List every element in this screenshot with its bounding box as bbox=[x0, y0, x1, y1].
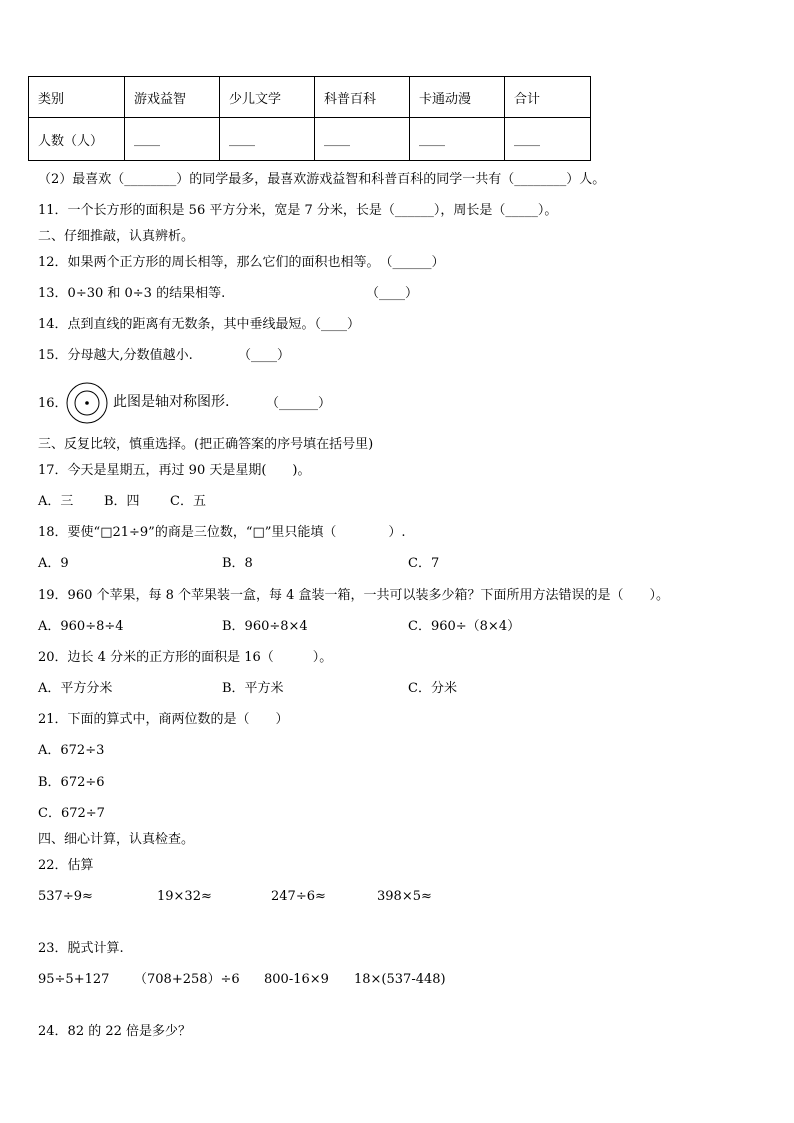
q17-option-b[interactable]: B．四 bbox=[104, 494, 140, 509]
estimate-item: 537÷9≈ bbox=[38, 889, 93, 904]
q21-option-c[interactable]: C．672÷7 bbox=[38, 806, 105, 821]
question-15: 15．分母越大,分数值越小. bbox=[38, 348, 193, 363]
q18-option-c[interactable]: C．7 bbox=[408, 556, 440, 571]
table-header-cell: 科普百科 bbox=[315, 77, 410, 118]
estimate-item: 19×32≈ bbox=[157, 889, 212, 904]
q20-option-c[interactable]: C．分米 bbox=[408, 681, 457, 696]
table-blank-cell[interactable]: ____ bbox=[410, 118, 505, 161]
section-4-heading: 四、细心计算，认真检查。 bbox=[38, 832, 195, 847]
q18-option-a[interactable]: A．9 bbox=[38, 556, 69, 571]
question-21: 21．下面的算式中，商两位数的是（ ） bbox=[38, 712, 289, 727]
question-16-answer[interactable]: （______） bbox=[266, 396, 332, 411]
section-2-heading: 二、仔细推敲，认真辨析。 bbox=[38, 229, 195, 244]
table-row-label: 人数（人） bbox=[29, 118, 125, 161]
question-22: 22．估算 bbox=[38, 858, 94, 873]
question-15-answer[interactable]: （____） bbox=[238, 348, 291, 363]
q19-option-c[interactable]: C．960÷（8×4） bbox=[408, 619, 521, 634]
q17-option-a[interactable]: A．三 bbox=[38, 494, 74, 509]
table-blank-cell[interactable]: ____ bbox=[125, 118, 220, 161]
q21-option-a[interactable]: A．672÷3 bbox=[38, 743, 105, 758]
table-header-cell: 游戏益智 bbox=[125, 77, 220, 118]
q19-option-a[interactable]: A．960÷8÷4 bbox=[38, 619, 124, 634]
question-10-2: （2）最喜欢（________）的同学最多，最喜欢游戏益智和科普百科的同学一共有（________）人。 bbox=[38, 172, 606, 187]
calc-item: （708+258）÷6 bbox=[134, 972, 240, 987]
question-16-number: 16． bbox=[38, 396, 68, 411]
concentric-circles-figure bbox=[66, 382, 108, 424]
q21-option-b[interactable]: B．672÷6 bbox=[38, 775, 105, 790]
question-18: 18．要使“□21÷9”的商是三位数，“□”里只能填（ ）. bbox=[38, 525, 406, 540]
table-header-cell: 类别 bbox=[29, 77, 125, 118]
calc-item: 18×(537-448) bbox=[354, 972, 446, 987]
table-header-row bbox=[29, 77, 591, 118]
q19-option-b[interactable]: B．960÷8×4 bbox=[222, 619, 308, 634]
estimate-item: 398×5≈ bbox=[377, 889, 432, 904]
table-blank-cell[interactable]: ____ bbox=[220, 118, 315, 161]
question-13-answer[interactable]: （____） bbox=[366, 286, 419, 301]
table-header-cell: 合计 bbox=[505, 77, 591, 118]
q20-option-b[interactable]: B．平方米 bbox=[222, 681, 284, 696]
q18-option-b[interactable]: B．8 bbox=[222, 556, 253, 571]
table-blank-cell[interactable]: ____ bbox=[505, 118, 591, 161]
q20-option-a[interactable]: A．平方分米 bbox=[38, 681, 113, 696]
question-23: 23．脱式计算. bbox=[38, 941, 124, 956]
question-13: 13．0÷30 和 0÷3 的结果相等. bbox=[38, 286, 226, 301]
question-20: 20．边长 4 分米的正方形的面积是 16（ ）。 bbox=[38, 650, 333, 665]
table-header-cell: 少儿文学 bbox=[220, 77, 315, 118]
estimate-item: 247÷6≈ bbox=[271, 889, 326, 904]
q17-option-c[interactable]: C．五 bbox=[170, 494, 206, 509]
question-11: 11．一个长方形的面积是 56 平方分米，宽是 7 分米，长是（______），周长是（_____）。 bbox=[38, 203, 558, 218]
table-data-row bbox=[29, 118, 591, 161]
question-12: 12．如果两个正方形的周长相等，那么它们的面积也相等。 （______） bbox=[38, 255, 445, 270]
question-16: 此图是轴对称图形. bbox=[113, 394, 230, 410]
calc-item: 95÷5+127 bbox=[38, 972, 110, 987]
survey-table bbox=[28, 76, 591, 161]
question-14: 14．点到直线的距离有无数条，其中垂线最短。（____） bbox=[38, 317, 361, 332]
calc-item: 800-16×9 bbox=[264, 972, 329, 987]
section-3-heading: 三、反复比较，慎重选择。(把正确答案的序号填在括号里) bbox=[38, 437, 374, 452]
question-19: 19．960 个苹果，每 8 个苹果装一盒，每 4 盒装一箱，一共可以装多少箱？下面所用方法错误的是（ ）。 bbox=[38, 588, 670, 603]
table-header-cell: 卡通动漫 bbox=[410, 77, 505, 118]
question-17: 17．今天是星期五，再过 90 天是星期( )。 bbox=[38, 463, 311, 478]
question-24: 24．82 的 22 倍是多少？ bbox=[38, 1024, 192, 1039]
table-blank-cell[interactable]: ____ bbox=[315, 118, 410, 161]
